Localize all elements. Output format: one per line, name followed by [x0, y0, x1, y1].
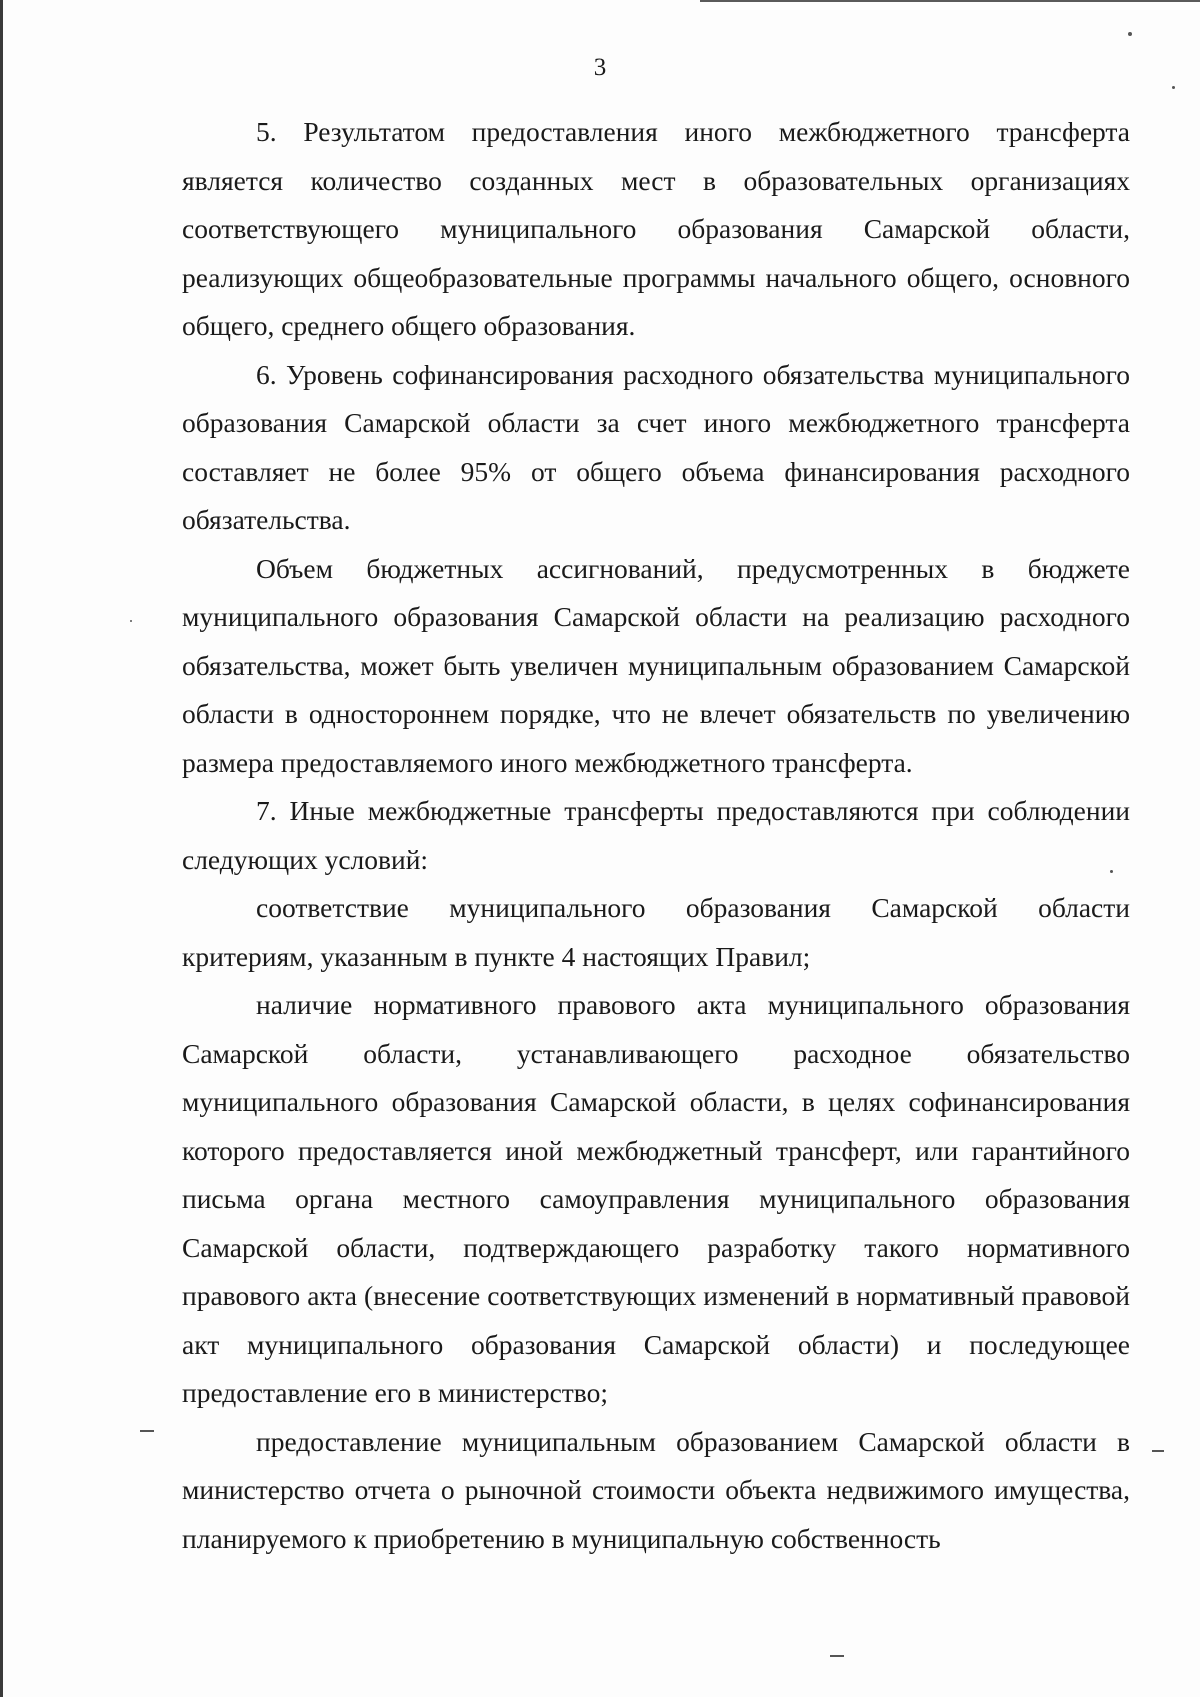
condition-market-value-report: предоставление муниципальным образованием Самарской области в министерство отчета о рыночной стоимости объекта недвижимого имущества, планируемого к приобретению в муниципальную собственность — [182, 1425, 1130, 1554]
scan-speck — [1110, 870, 1113, 873]
condition-criteria: соответствие муниципального образования Самарской области критериям, указанным в пункте 4 настоящих Правил; — [182, 892, 1130, 972]
condition-normative-act: наличие нормативного правового акта муниципального образования Самарской области, устанавливающего расходное обязательство муниципального образования Самарской области, в целях софинансирования которого предоставляется иной межбюджетный трансферт, или гарантийного письма органа местного самоуправления муниципального образования Самарской области, подтверждающего разработку такого нормативного правового акта (внесение соответствующих изменений в нормативный правовой акт муниципального образования Самарской области) и последующее предоставление его в министерство; — [182, 989, 1130, 1408]
paragraph-5-result: 5. Результатом предоставления иного межбюджетного трансферта является количество созданных мест в образовательных организациях соответствующего муниципального образования Самарской области, реализующих общеобразовательные программы начального общего, основного общего, среднего общего образования. — [182, 116, 1130, 341]
scan-speck — [130, 620, 132, 622]
paragraph-7-conditions: 7. Иные межбюджетные трансферты предоставляются при соблюдении следующих условий: — [182, 795, 1130, 875]
scan-speck — [830, 1655, 844, 1657]
document-body — [182, 108, 1130, 1563]
scan-speck — [140, 1430, 154, 1432]
page-number: 3 — [593, 54, 607, 81]
scan-speck — [1128, 32, 1132, 36]
paragraph-6-cofinancing: 6. Уровень софинансирования расходного обязательства муниципального образования Самарской области за счет иного межбюджетного трансферта составляет не более 95% от общего объема финансирования расходного обязательства. — [182, 358, 1130, 535]
scan-speck — [1172, 86, 1175, 89]
paragraph-budget-volume: Объем бюджетных ассигнований, предусмотренных в бюджете муниципального образования Самарской области на реализацию расходного обязательства, может быть увеличен муниципальным образованием Самарской области в одностороннем порядке, что не влечет обязательств по увеличению размера предоставляемого иного межбюджетного трансферта. — [182, 552, 1130, 778]
scan-edge — [0, 0, 3, 1697]
scan-speck — [1152, 1450, 1164, 1452]
top-rule — [700, 0, 1200, 2]
